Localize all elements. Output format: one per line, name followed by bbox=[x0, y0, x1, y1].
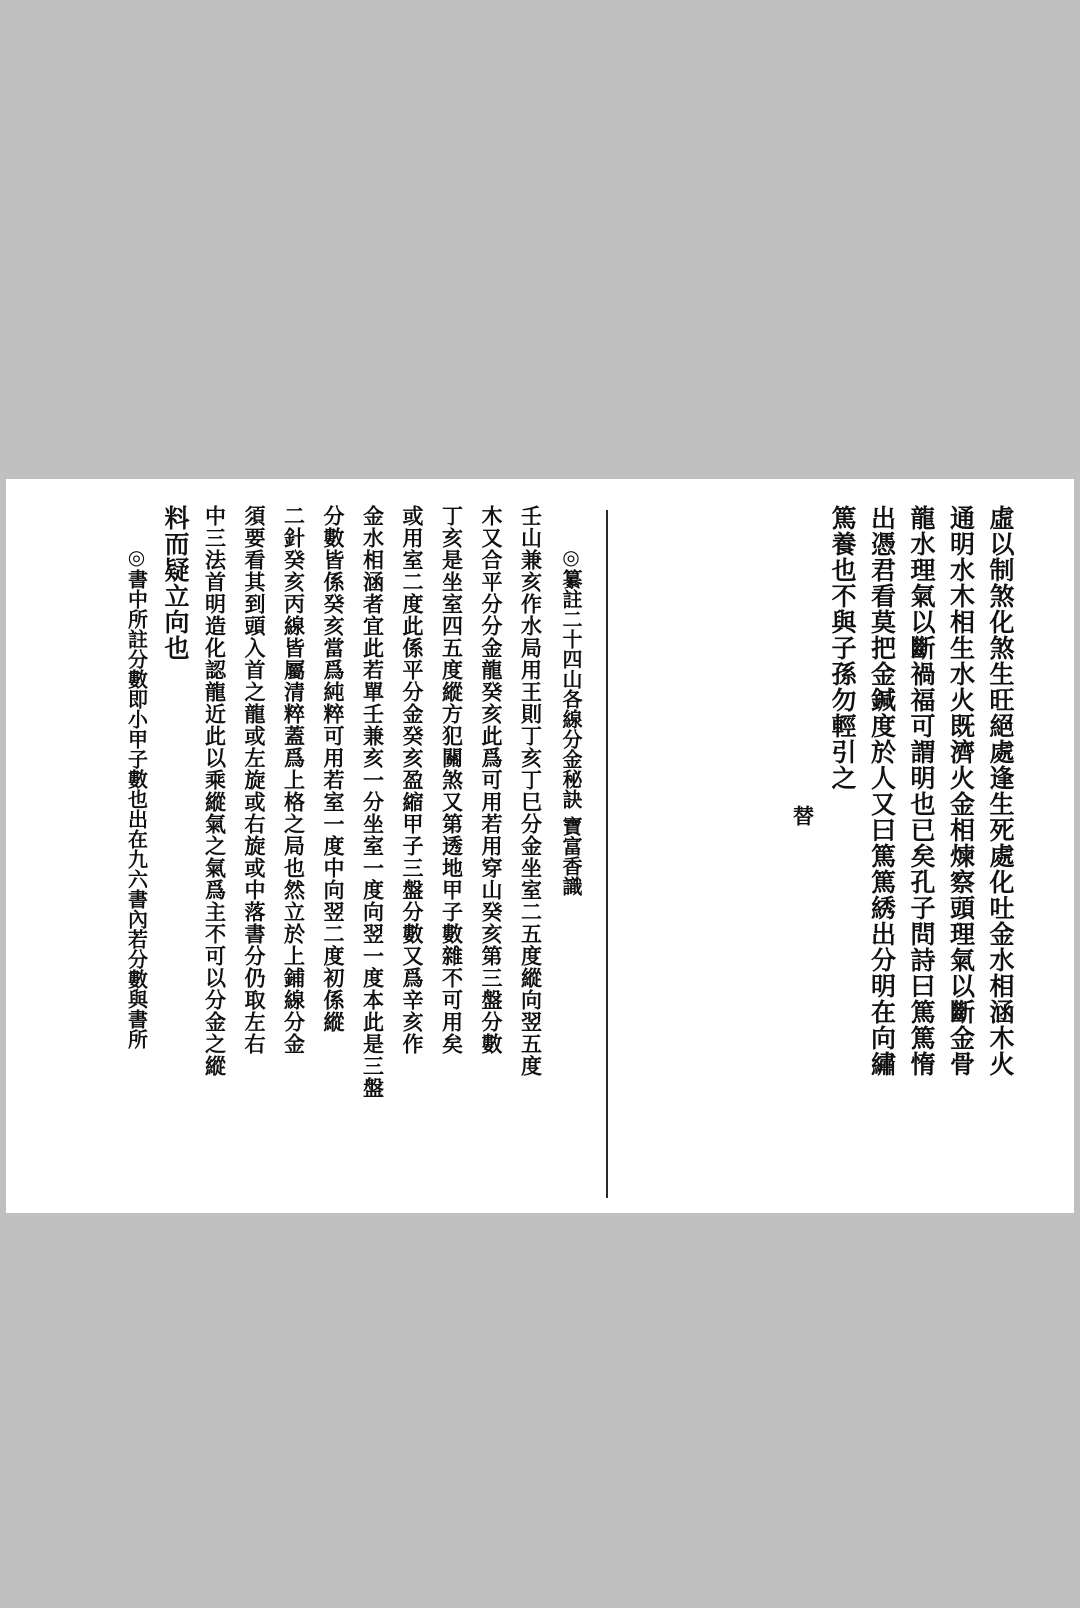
page-gutter-line bbox=[606, 510, 608, 1198]
text-column: 中三法首明造化認龍近此以乘縱氣之氣爲主不可以分金之縱 bbox=[202, 505, 228, 1077]
text-column: 通明水木相生水火既濟火金相煉察頭理氣以斷金骨 bbox=[946, 505, 976, 1077]
text-column: 篤養也不與子孫勿輕引之 bbox=[828, 505, 857, 791]
text-column: 料而疑立向也 bbox=[161, 505, 190, 661]
text-column: 出憑君看莫把金鍼度於人又曰篤篤綉出分明在向繡 bbox=[867, 505, 897, 1077]
text-column: 壬山兼亥作水局用王則丁亥丁巳分金坐室二五度縱向翌五度 bbox=[518, 505, 544, 1077]
right-page bbox=[740, 505, 1020, 1205]
footnote-mark: 替 bbox=[790, 805, 816, 827]
text-column: 丁亥是坐室四五度縱方犯關煞又第透地甲子數雜不可用矣 bbox=[439, 505, 465, 1055]
right-page-text bbox=[740, 505, 1020, 1205]
left-page bbox=[110, 505, 590, 1205]
note-column: ◎書中所註分數即小甲子數也出在九六書內若分數與書所 bbox=[124, 545, 149, 1049]
text-column: 虛以制煞化煞生旺絕處逢生死處化吐金水相涵木火 bbox=[986, 505, 1015, 1077]
left-page-text bbox=[110, 505, 590, 1205]
text-column: 須要看其到頭入首之龍或左旋或右旋或中落書分仍取左右 bbox=[242, 505, 267, 1055]
text-column: 木又合平分分金龍癸亥此爲可用若用穿山癸亥第三盤分數 bbox=[479, 505, 504, 1055]
text-column: 分數皆係癸亥當爲純粹可用若室一度中向翌二度初係縱 bbox=[321, 505, 346, 1033]
text-column: 龍水理氣以斷禍福可謂明也已矣孔子問詩曰篤篤惰 bbox=[907, 505, 936, 1077]
section-heading: ◎纂註二十四山各線分金秘訣 寶富香識 bbox=[559, 545, 583, 896]
text-column: 或用室二度此係平分金癸亥盈縮甲子三盤分數又爲辛亥作 bbox=[400, 505, 425, 1055]
text-column: 金水相涵者宜此若單壬兼亥一分坐室一度向翌一度本此是三盤 bbox=[360, 505, 386, 1099]
text-column: 二針癸亥丙線皆屬清粹蓋爲上格之局也然立於上鋪線分金 bbox=[281, 505, 307, 1055]
